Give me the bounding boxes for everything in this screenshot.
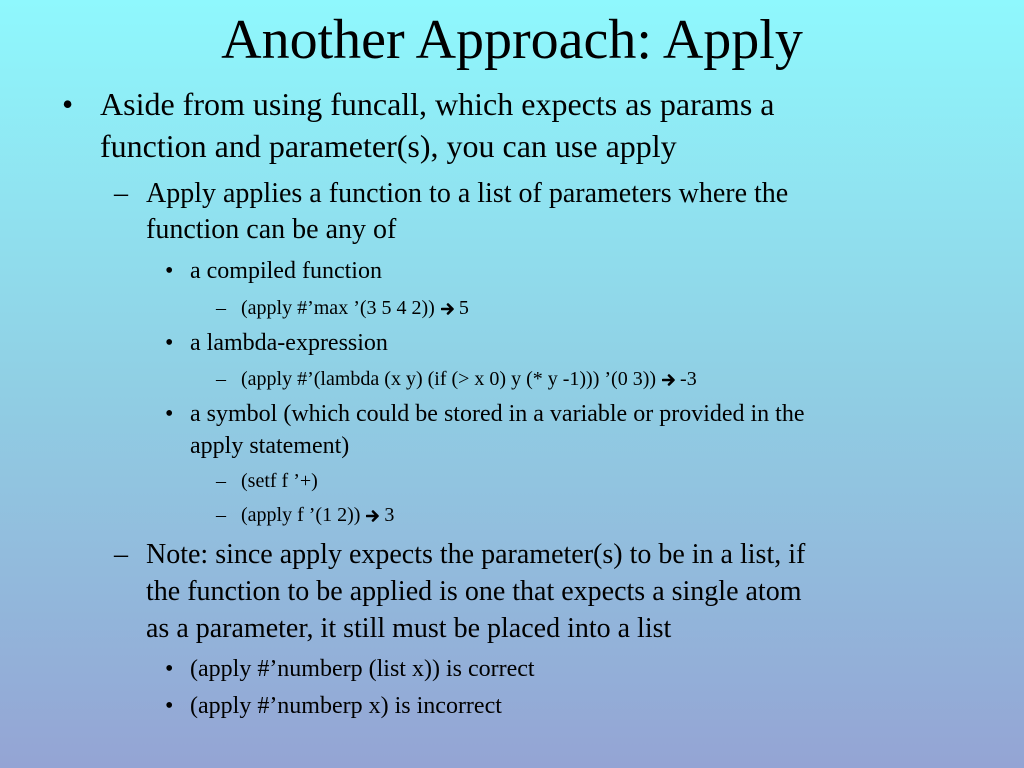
right-arrow-icon xyxy=(441,302,455,316)
code-text: (apply #’max ’(3 5 4 2)) xyxy=(241,297,435,319)
bullet-marker: • xyxy=(62,86,74,122)
code-example xyxy=(241,367,697,391)
dash-marker: – xyxy=(114,178,128,209)
symbol-item-line: apply statement) xyxy=(190,433,350,459)
symbol-item-line: a symbol (which could be stored in a variable or provided in the xyxy=(190,401,805,427)
code-text: (apply #’(lambda (x y) (if (> x 0) y (* y -1))) ’(0 3)) xyxy=(241,368,657,390)
compiled-function-item: a compiled function xyxy=(190,258,382,284)
code-example xyxy=(241,503,394,527)
slide-title: Another Approach: Apply xyxy=(221,9,803,71)
lambda-expression-item: a lambda-expression xyxy=(190,330,388,356)
code-result: -3 xyxy=(680,368,697,390)
code-example xyxy=(241,296,469,320)
bullet-text-line: function and parameter(s), you can use apply xyxy=(100,128,677,164)
code-text: (apply f ’(1 2)) xyxy=(241,504,361,526)
dash-marker: – xyxy=(114,539,128,570)
bullet-marker: • xyxy=(165,330,174,356)
bullet-marker: • xyxy=(165,693,174,719)
bullet-text-line: Aside from using funcall, which expects as params a xyxy=(100,86,775,122)
incorrect-example: (apply #’numberp x) is incorrect xyxy=(190,693,502,719)
dash-marker: – xyxy=(216,297,226,319)
code-result: 5 xyxy=(458,297,469,319)
sub-bullet-text-line: Apply applies a function to a list of parameters where the xyxy=(146,178,789,209)
bullet-marker: • xyxy=(165,258,174,284)
bullet-marker: • xyxy=(165,401,174,427)
code-example: (setf f ’+) xyxy=(241,470,318,492)
note-text-line: the function to be applied is one that expects a single atom xyxy=(146,576,802,607)
right-arrow-icon xyxy=(662,373,676,387)
correct-example: (apply #’numberp (list x)) is correct xyxy=(190,656,535,682)
dash-marker: – xyxy=(216,470,226,492)
dash-marker: – xyxy=(216,504,226,526)
note-text-line: as a parameter, it still must be placed into a list xyxy=(146,613,672,644)
note-text-line: Note: since apply expects the parameter(s) to be in a list, if xyxy=(146,539,806,570)
dash-marker: – xyxy=(216,368,226,390)
bullet-marker: • xyxy=(165,656,174,682)
code-result: 3 xyxy=(384,504,395,526)
sub-bullet-text-line: function can be any of xyxy=(146,214,397,245)
right-arrow-icon xyxy=(366,509,380,523)
